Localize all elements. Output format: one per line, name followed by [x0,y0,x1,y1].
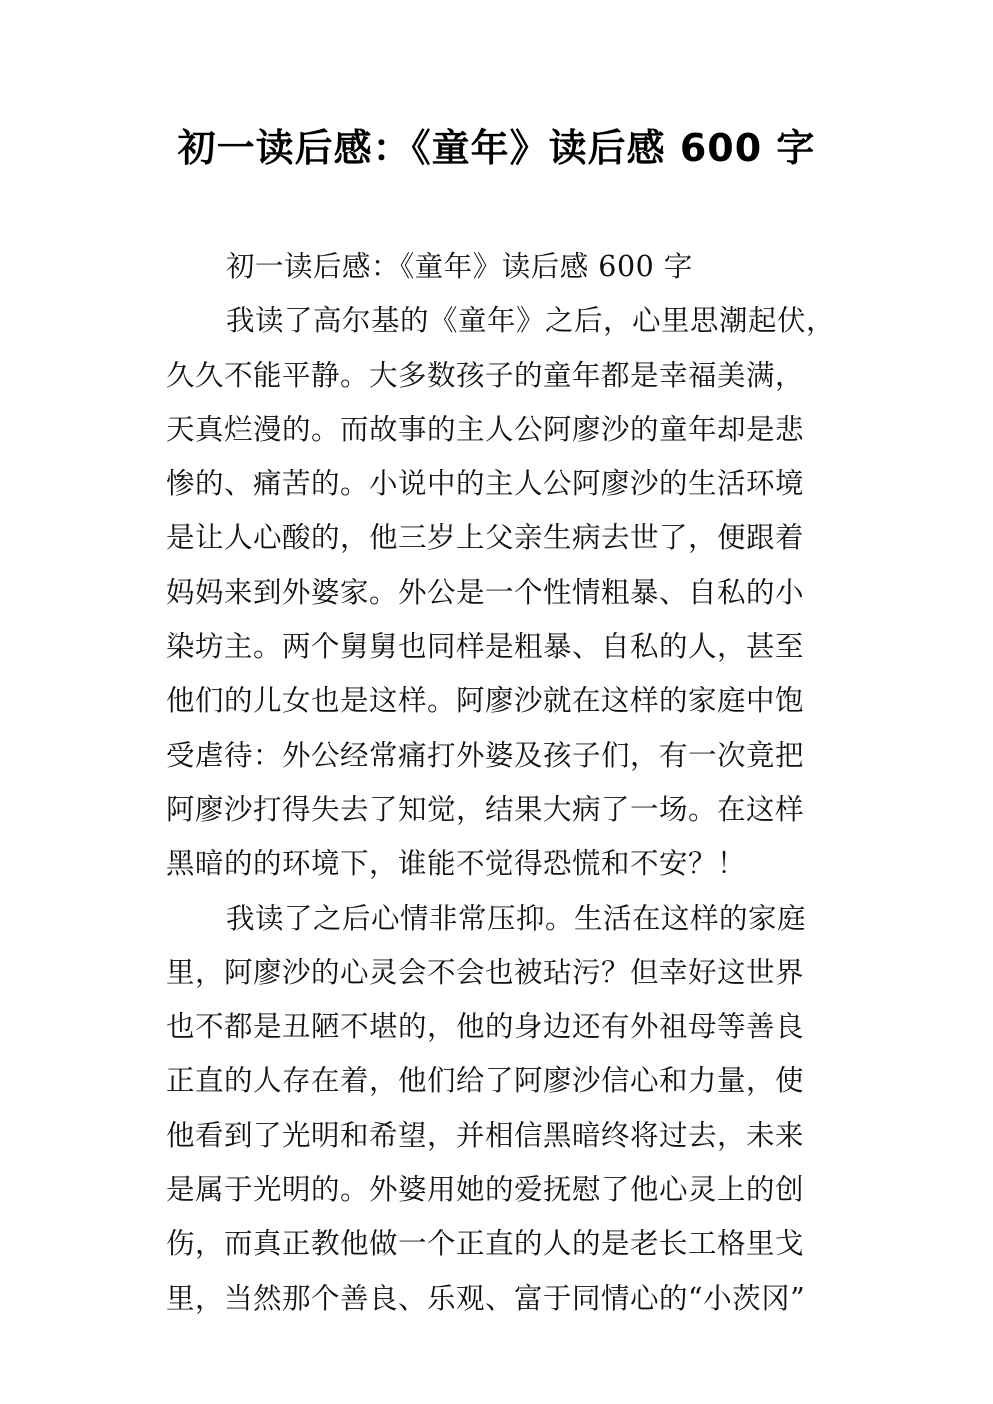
paragraph-line: 他看到了光明和希望，并相信黑暗终将过去，未来 [166,1118,805,1152]
document-body [166,240,836,1326]
paragraph-line: 里，阿廖沙的心灵会不会也被玷污？但幸好这世界 [166,955,805,989]
paragraph-line: 妈妈来到外婆家。外公是一个性情粗暴、自私的小 [166,575,805,609]
paragraph-line: 染坊主。两个舅舅也同样是粗暴、自私的人，甚至 [166,630,805,664]
paragraph-line: 他们的儿女也是这样。阿廖沙就在这样的家庭中饱 [166,684,805,718]
paragraph-line: 是让人心酸的，他三岁上父亲生病去世了，便跟着 [166,521,805,555]
paragraph-line: 阿廖沙打得失去了知觉，结果大病了一场。在这样 [166,792,805,826]
paragraph-line: 也不都是丑陋不堪的，他的身边还有外祖母等善良 [166,1010,805,1044]
paragraph-line: 正直的人存在着，他们给了阿廖沙信心和力量，使 [166,1064,805,1098]
paragraph-line: 初一读后感：《童年》读后感 600 字 [226,250,693,283]
paragraph-line: 里，当然那个善良、乐观、富于同情心的“小茨冈” [166,1281,806,1315]
paragraph-line: 我读了之后心情非常压抑。生活在这样的家庭 [226,901,807,935]
document-title: 初一读后感：《童年》读后感 600 字 [177,126,816,170]
paragraph-line: 惨的、痛苦的。小说中的主人公阿廖沙的生活环境 [166,467,805,501]
paragraph-line: 我读了高尔基的《童年》之后，心里思潮起伏， [226,304,836,338]
paragraph-line: 黑暗的的环境下，谁能不觉得恐慌和不安？！ [166,847,747,881]
paragraph-line: 伤，而真正教他做一个正直的人的是老长工格里戈 [166,1227,805,1261]
paragraph-line: 是属于光明的。外婆用她的爱抚慰了他心灵上的创 [166,1173,805,1207]
paragraph-line: 久久不能平静。大多数孩子的童年都是幸福美满， [166,358,805,392]
paragraph-line: 受虐待：外公经常痛打外婆及孩子们，有一次竟把 [166,738,805,772]
paragraph-line: 天真烂漫的。而故事的主人公阿廖沙的童年却是悲 [166,412,805,446]
